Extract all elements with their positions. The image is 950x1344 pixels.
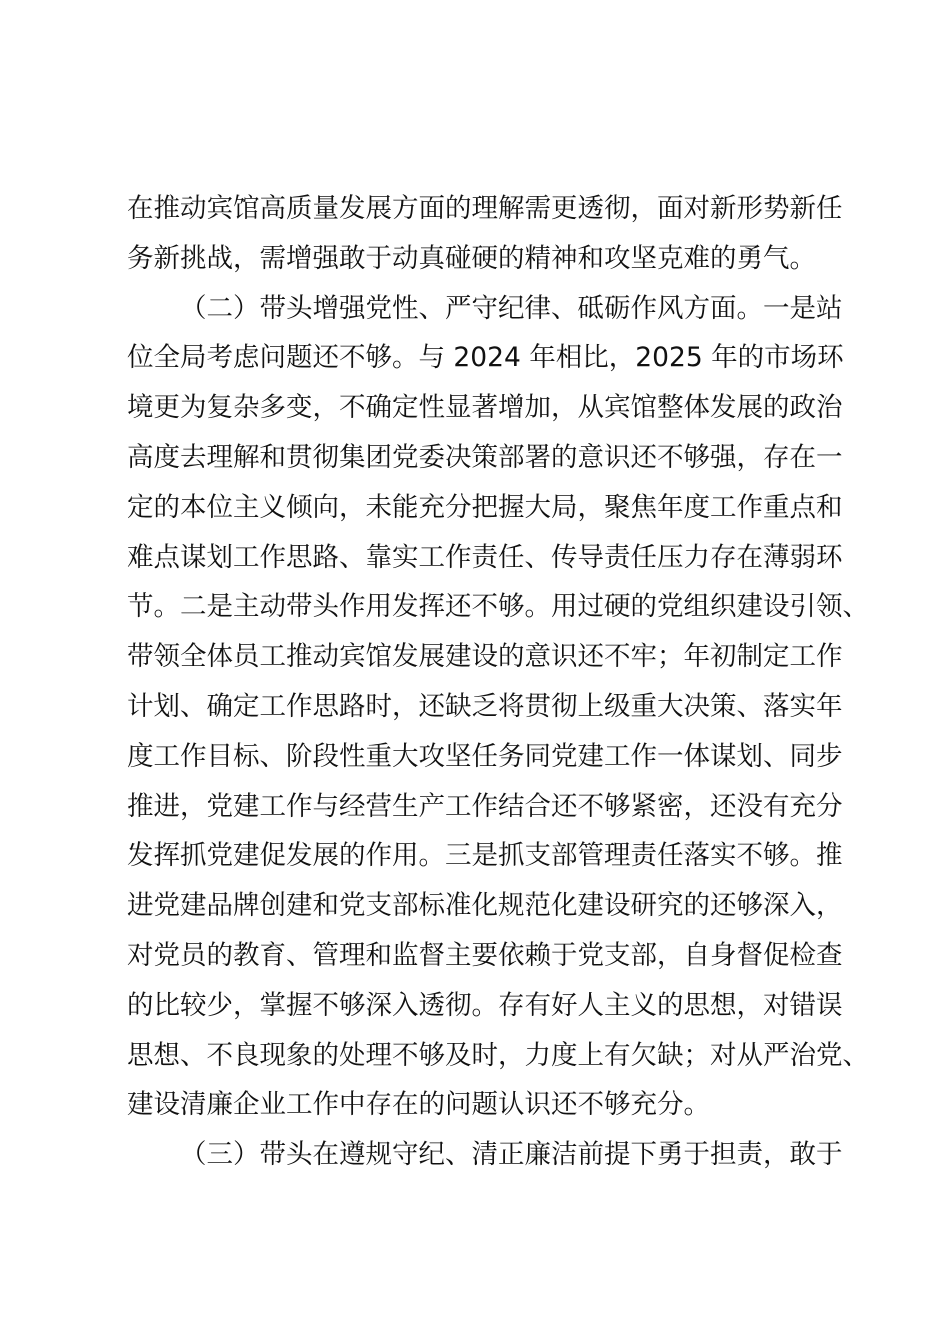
text-line: 的比较少，掌握不够深入透彻。存有好人主义的思想，对错误 [127, 989, 843, 1021]
text-line: 定的本位主义倾向，未能充分把握大局，聚焦年度工作重点和 [127, 491, 843, 523]
text-line: 推进，党建工作与经营生产工作结合还不够紧密，还没有充分 [127, 790, 843, 822]
text-line: 位全局考虑问题还不够。与 2024 年相比，2025 年的市场环 [127, 342, 844, 374]
text-line: 境更为复杂多变，不确定性显著增加，从宾馆整体发展的政治 [127, 392, 843, 424]
text-line: 高度去理解和贯彻集团党委决策部署的意识还不够强，存在一 [127, 441, 843, 473]
text-line: 在推动宾馆高质量发展方面的理解需更透彻，面对新形势新任 [127, 193, 843, 224]
text-line: 计划、确定工作思路时，还缺乏将贯彻上级重大决策、落实年 [127, 690, 843, 722]
text-line: 度工作目标、阶段性重大攻坚任务同党建工作一体谋划、同步 [127, 740, 843, 772]
text-line: （二）带头增强党性、严守纪律、砥砺作风方面。一是站 [180, 292, 843, 324]
text-line: 难点谋划工作思路、靠实工作责任、传导责任压力存在薄弱环 [127, 541, 843, 573]
text-line: 发挥抓党建促发展的作用。三是抓支部管理责任落实不够。推 [127, 840, 843, 872]
text-line: 带领全体员工推动宾馆发展建设的意识还不牢；年初制定工作 [127, 641, 843, 673]
text-line: 建设清廉企业工作中存在的问题认识还不够充分。 [127, 1089, 710, 1121]
text-line: 进党建品牌创建和党支部标准化规范化建设研究的还够深入， [127, 890, 843, 922]
text-line: 思想、不良现象的处理不够及时，力度上有欠缺；对从严治党、 [127, 1039, 869, 1071]
body-text [127, 184, 869, 1180]
text-line: 节。二是主动带头作用发挥还不够。用过硬的党组织建设引领、 [127, 591, 869, 623]
text-line: 对党员的教育、管理和监督主要依赖于党支部，自身督促检查 [127, 939, 843, 971]
text-line: （三）带头在遵规守纪、清正廉洁前提下勇于担责，敢于 [180, 1139, 843, 1171]
text-line: 务新挑战，需增强敢于动真碰硬的精神和攻坚克难的勇气。 [127, 242, 816, 274]
